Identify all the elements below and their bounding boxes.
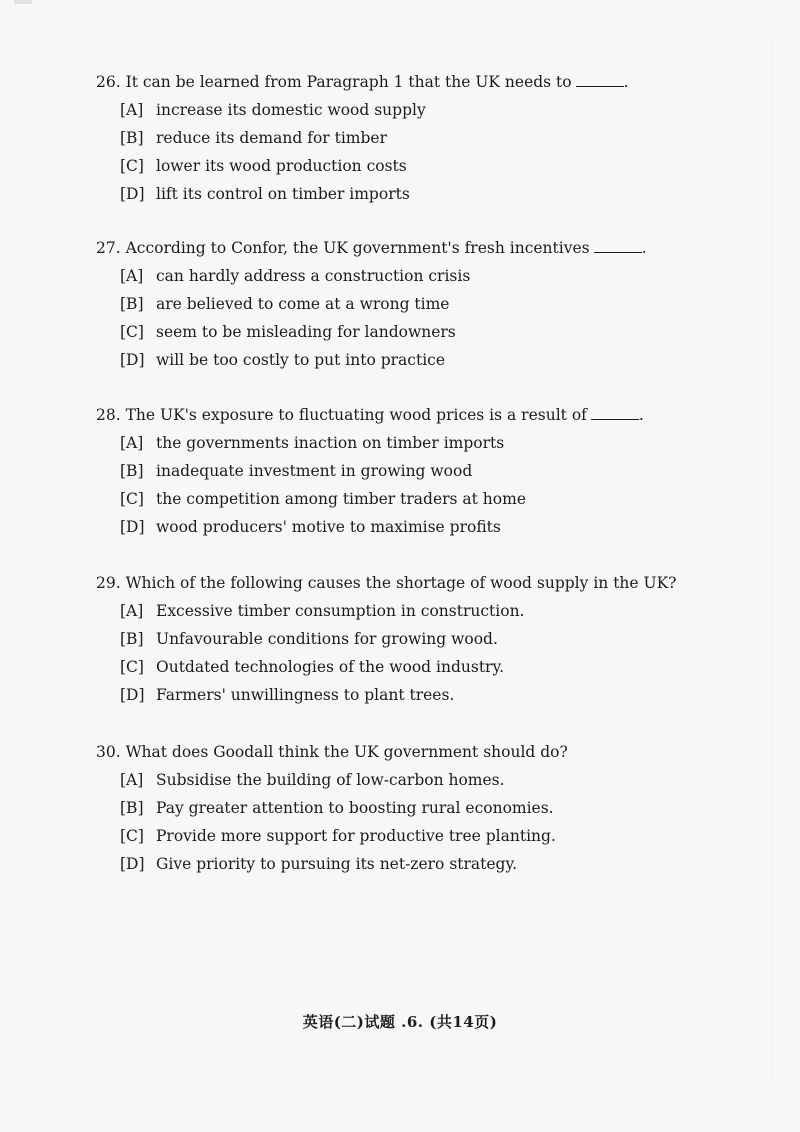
option-c <box>120 489 716 517</box>
question-number: 29. <box>96 574 121 592</box>
option-letter: [A] <box>120 267 144 285</box>
answer-blank <box>576 73 624 87</box>
option-letter: [B] <box>120 129 144 147</box>
question-stem <box>96 72 716 92</box>
stem-end: . <box>638 406 644 424</box>
options-list <box>120 601 716 713</box>
option-text: Unfavourable conditions for growing wood. <box>156 630 498 648</box>
option-b <box>120 461 716 489</box>
option-letter: [D] <box>120 855 145 873</box>
answer-blank <box>594 239 642 253</box>
option-d <box>120 685 716 713</box>
option-c <box>120 826 716 854</box>
page-footer: 英语(二)试题 .6. (共14页) <box>302 1013 498 1031</box>
question-number: 26. <box>96 73 121 91</box>
option-text: will be too costly to put into practice <box>156 351 446 369</box>
option-text: lift its control on timber imports <box>156 185 410 203</box>
question-text: It can be learned from Paragraph 1 that the UK needs to <box>125 73 572 91</box>
question-text: According to Confor, the UK government's fresh incentives <box>125 239 590 257</box>
option-a <box>120 266 716 294</box>
option-letter: [A] <box>120 602 144 620</box>
option-d <box>120 517 716 545</box>
option-letter: [B] <box>120 799 144 817</box>
option-text: can hardly address a construction crisis <box>156 267 471 285</box>
option-text: inadequate investment in growing wood <box>156 462 473 480</box>
question-stem <box>96 405 716 425</box>
option-text: Farmers' unwillingness to plant trees. <box>156 686 455 704</box>
option-text: the competition among timber traders at home <box>156 490 526 508</box>
option-text: Outdated technologies of the wood industry. <box>156 658 505 676</box>
option-letter: [B] <box>120 295 144 313</box>
option-c <box>120 156 716 184</box>
option-letter: [D] <box>120 351 145 369</box>
options-list <box>120 770 716 882</box>
question-number: 30. <box>96 743 121 761</box>
option-letter: [C] <box>120 827 144 845</box>
question-text: What does Goodall think the UK government should do? <box>125 743 568 761</box>
question-number: 28. <box>96 406 121 424</box>
option-c <box>120 322 716 350</box>
option-a <box>120 100 716 128</box>
stem-end: . <box>623 73 629 91</box>
scan-corner-mark <box>14 0 32 4</box>
option-letter: [B] <box>120 462 144 480</box>
question-28 <box>96 405 716 545</box>
stem-end: . <box>641 239 647 257</box>
option-letter: [C] <box>120 490 144 508</box>
option-text: seem to be misleading for landowners <box>156 323 456 341</box>
option-text: Excessive timber consumption in construction. <box>156 602 525 620</box>
option-text: Subsidise the building of low-carbon homes. <box>156 771 505 789</box>
option-letter: [C] <box>120 157 144 175</box>
option-letter: [C] <box>120 658 144 676</box>
answer-blank <box>591 406 639 420</box>
question-27 <box>96 238 716 378</box>
option-text: are believed to come at a wrong time <box>156 295 450 313</box>
option-b <box>120 798 716 826</box>
option-text: reduce its demand for timber <box>156 129 387 147</box>
option-d <box>120 350 716 378</box>
question-stem <box>96 573 716 593</box>
question-stem <box>96 742 716 762</box>
option-letter: [D] <box>120 185 145 203</box>
option-text: Pay greater attention to boosting rural economies. <box>156 799 554 817</box>
option-text: wood producers' motive to maximise profits <box>156 518 501 536</box>
options-list <box>120 266 716 378</box>
option-d <box>120 854 716 882</box>
option-b <box>120 128 716 156</box>
option-letter: [D] <box>120 686 145 704</box>
option-a <box>120 770 716 798</box>
option-letter: [A] <box>120 771 144 789</box>
option-letter: [C] <box>120 323 144 341</box>
option-b <box>120 294 716 322</box>
option-letter: [D] <box>120 518 145 536</box>
option-letter: [A] <box>120 434 144 452</box>
question-number: 27. <box>96 239 121 257</box>
question-text: The UK's exposure to fluctuating wood prices is a result of <box>125 406 587 424</box>
option-letter: [A] <box>120 101 144 119</box>
option-a <box>120 601 716 629</box>
scan-edge-shadow <box>772 40 773 1080</box>
option-letter: [B] <box>120 630 144 648</box>
question-26 <box>96 72 716 212</box>
question-stem <box>96 238 716 258</box>
option-text: lower its wood production costs <box>156 157 407 175</box>
option-d <box>120 184 716 212</box>
option-b <box>120 629 716 657</box>
option-text: Give priority to pursuing its net-zero strategy. <box>156 855 518 873</box>
question-text: Which of the following causes the shortage of wood supply in the UK? <box>125 574 677 592</box>
question-29 <box>96 573 716 713</box>
option-a <box>120 433 716 461</box>
option-c <box>120 657 716 685</box>
option-text: Provide more support for productive tree planting. <box>156 827 556 845</box>
options-list <box>120 100 716 212</box>
question-30 <box>96 742 716 882</box>
option-text: increase its domestic wood supply <box>156 101 426 119</box>
option-text: the governments inaction on timber imports <box>156 434 505 452</box>
options-list <box>120 433 716 545</box>
